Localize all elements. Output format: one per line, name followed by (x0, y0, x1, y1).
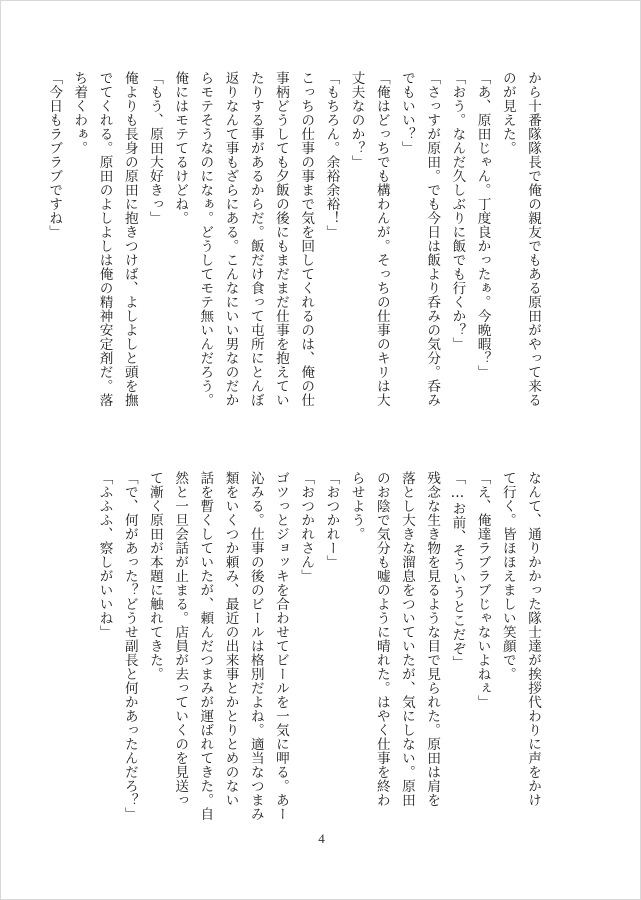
text-line: 「おつかれさん」 (298, 471, 315, 583)
text-line: 「おつかれー」 (323, 471, 340, 569)
text-line: 返りなんて事もざらにある。こんなにいい男なのだか (222, 71, 239, 407)
text-line: らせよう。 (348, 471, 365, 541)
text-line: 事柄どうしても夕飯の後にもまだまだ仕事を抱えてい (272, 71, 289, 407)
lower-text-block (91, 471, 545, 825)
text-line: 話を暫くしていたが、頼んだつまみが運ばれてきた。自 (197, 471, 214, 821)
text-line: 「俺はどっちでも構わんが。そっちの仕事のキリは大 (373, 71, 390, 407)
text-line: 「え、俺達ラブラブじゃないよねぇ」 (474, 471, 491, 709)
text-line: 俺よりも長身の原田に抱きつけば、よしよしと頭を撫 (121, 71, 138, 407)
text-line: のが見えた。 (499, 71, 516, 155)
text-line: て漸く原田が本題に触れてきた。 (146, 471, 163, 681)
text-line: 類をいくつか頼み、最近の出来事とかとりとめのない (222, 471, 239, 807)
text-line: 「あ、原田じゃん。丁度良かったぁ。今晩暇？」 (474, 71, 491, 379)
text-line: 沁みる。仕事の後のビールは格別だよね。適当なつまみ (247, 471, 264, 821)
text-line: 「今日もラブラブですね」 (46, 71, 63, 239)
text-line: から十番隊隊長で俺の親友でもある原田がやって来る (525, 71, 541, 407)
text-line: でもいい？」 (398, 71, 415, 155)
text-line: 「おう。なんだ久しぶりに飯でも行くか？」 (449, 71, 466, 351)
upper-text-block (41, 71, 545, 425)
text-line: ゴツっとジョッキを合わせてビールを一気に呷る。あー (272, 471, 289, 821)
text-line: 「で、何があった？どうせ副長と何かあったんだろ？」 (121, 471, 138, 821)
text-line: 「ふふふ、察しがいいね」 (96, 471, 113, 639)
text-line: 「もちろん。余裕余裕！」 (323, 71, 340, 239)
text-line: らモテそうなのになぁ。どうしてモテ無いんだろう。 (197, 71, 214, 407)
text-line: ち着くわぁ。 (71, 71, 88, 155)
text-line: でてくれる。原田のよしよしは俺の精神安定剤だ。落 (96, 71, 113, 407)
text-line: こっちの仕事の事まで気を回してくれるのは、俺の仕 (298, 71, 315, 407)
text-line: 残念な生き物を見るような目で見られた。原田は肩を (424, 471, 441, 807)
text-line: たりする事があるからだ。飯だけ食って屯所にとんぼ (247, 71, 264, 407)
text-line: のお陰で気分も嘘のように晴れた。はやく仕事を終わ (373, 471, 390, 807)
text-line: て行く。皆ほほえましい笑顔で。 (499, 471, 516, 681)
text-line: 然と一旦会話が止まる。店員が去っていくのを見送っ (172, 471, 189, 807)
text-line: 「もう、原田大好きっ」 (146, 71, 163, 225)
text-line: 丈夫なのか？」 (348, 71, 365, 169)
text-line: 落とし大きな溜息をついていたが、気にしない。原田 (398, 471, 415, 807)
text-line: なんて、通りかかった隊士達が挨拶代わりに声をかけ (525, 471, 541, 807)
text-line: 俺にはモテてるけどね。 (172, 71, 189, 225)
page-number: 4 (318, 831, 325, 846)
text-line: 「…お前、そういうとこだぞ」 (449, 471, 466, 670)
text-line: 「さっすが原田。でも今日は飯より呑みの気分。呑み (424, 71, 441, 407)
